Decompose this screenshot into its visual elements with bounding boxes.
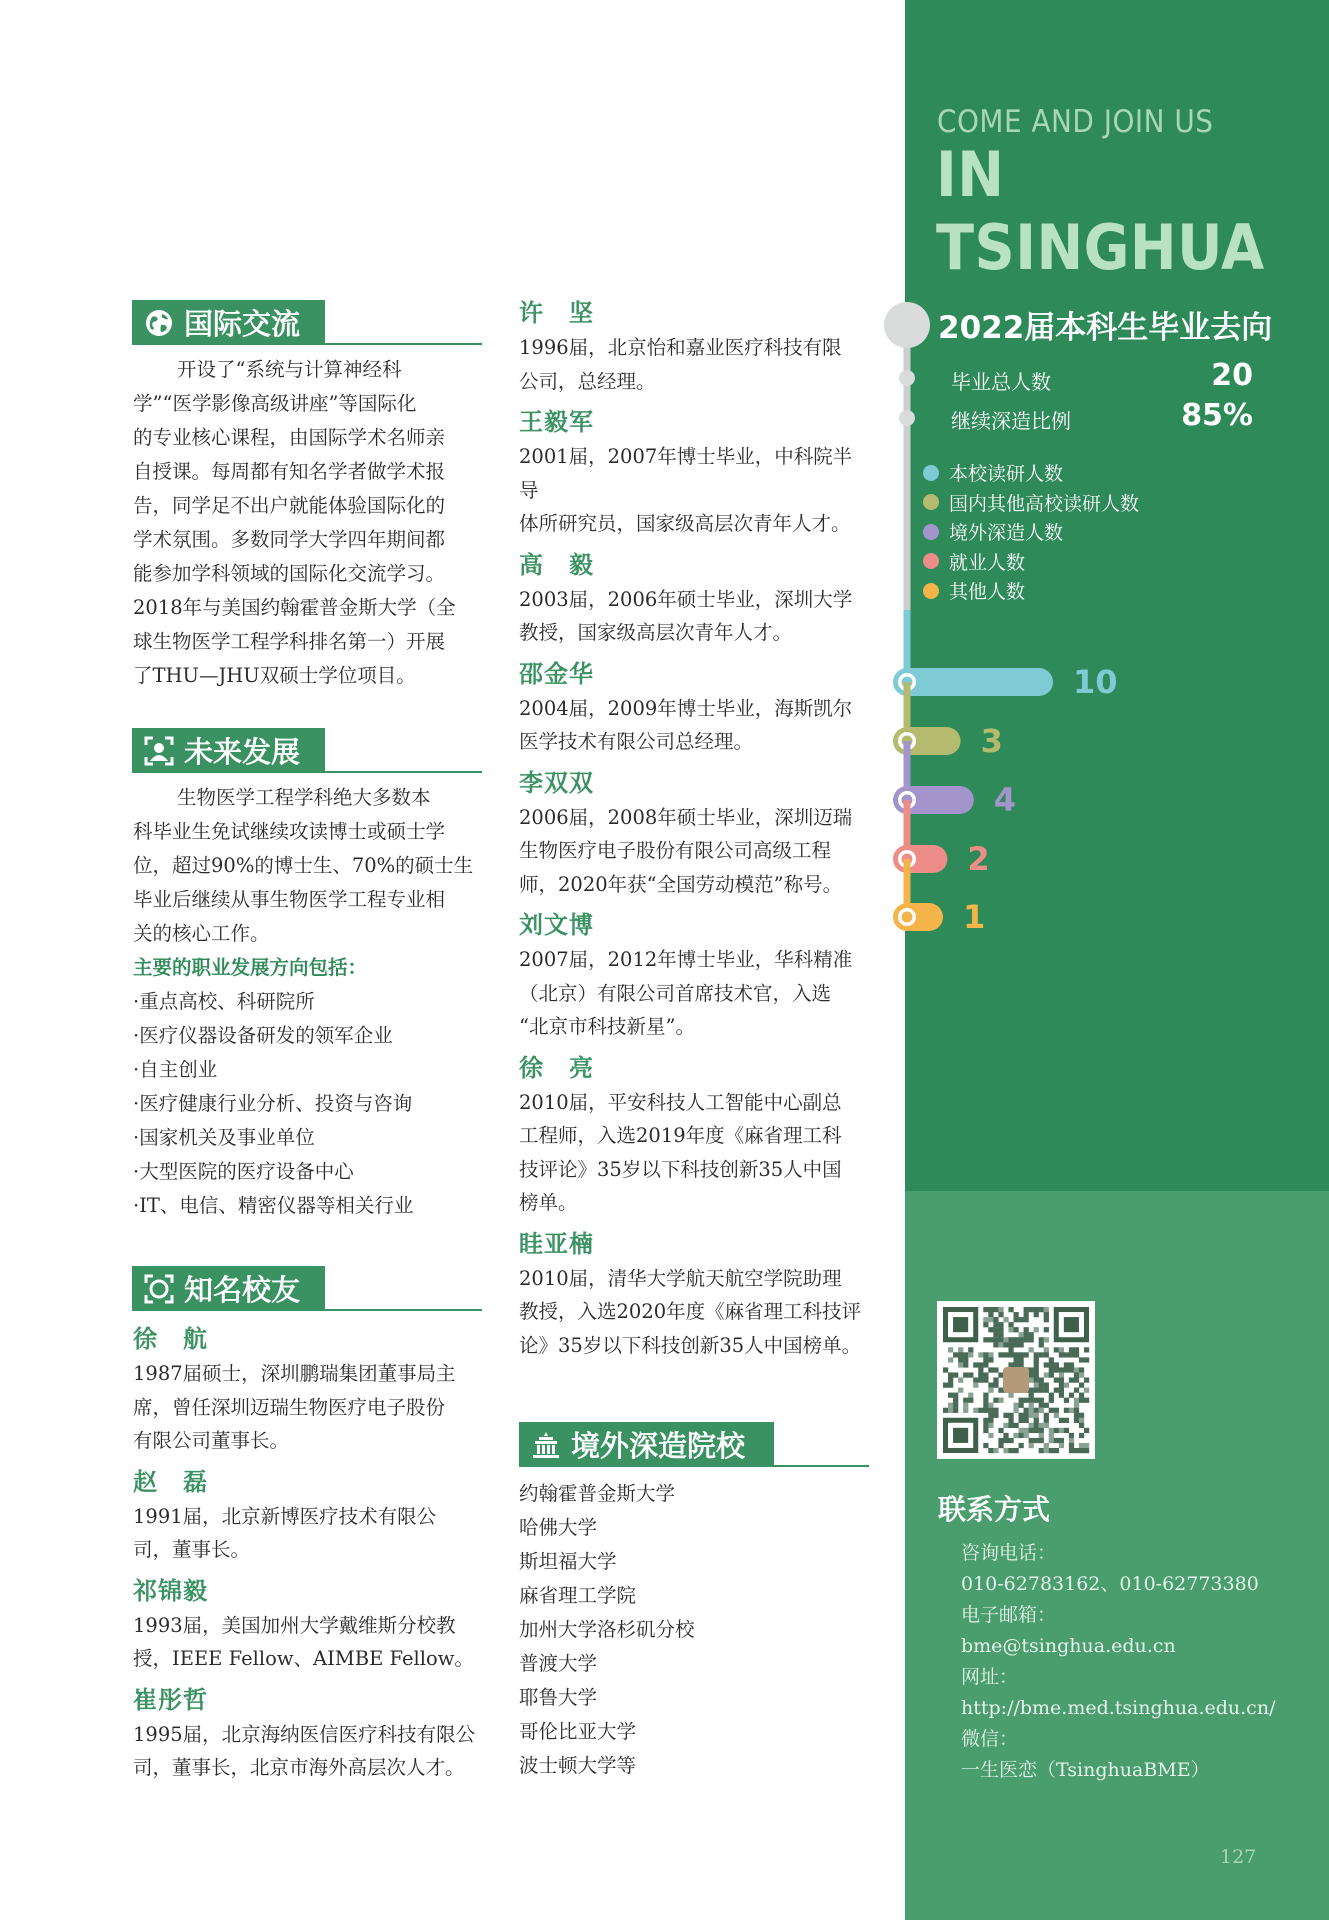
alumni-entry [519,765,869,902]
career-item: ·医疗健康行业分析、投资与咨询 [133,1092,413,1115]
career-item: ·大型医院的医疗设备中心 [133,1160,354,1183]
alumni-desc [519,583,869,650]
future-line: 毕业后继续从事生物医学工程专业相 [133,888,446,911]
globe-icon [144,308,174,338]
alumni-desc-line: 1993届，美国加州大学戴维斯分校教 [133,1613,456,1637]
section-intl-header [132,300,482,345]
abroad-list [519,1477,695,1783]
alumni-desc-line: 榜单。 [519,1191,578,1214]
alumni-desc-line: 体所研究员，国家级高层次青年人才。 [519,512,851,535]
alumni-name: 许 坚 [519,298,594,327]
alumni-name: 刘文博 [519,910,594,939]
career-item: ·国家机关及事业单位 [133,1126,315,1149]
alumni-desc-line: 2006届，2008年硕士毕业，深圳迈瑞 [519,805,853,829]
legend-swatch [923,465,939,481]
alumni-entry [519,656,869,759]
abroad-item: 波士顿大学等 [519,1754,637,1777]
intl-line: 自授课。每周都有知名学者做学术报 [133,460,446,483]
alumni-name: 徐 航 [133,1324,208,1353]
alumni-desc-line: （北京）有限公司首席技术官，入选 [519,981,832,1005]
alumni-desc-line: 2010届，清华大学航天航空学院助理 [519,1266,842,1290]
intl-line: 能参加学科领域的国际化交流学习。 [133,562,446,585]
alumni-name: 赵 磊 [133,1466,208,1496]
future-line: 科毕业生免试继续攻读博士或硕士学 [133,820,446,843]
alumni-entry [133,1321,483,1458]
alumni-desc-line: 席，曾任深圳迈瑞生物医疗电子股份 [133,1395,446,1419]
bar-value-label: 1 [963,898,986,936]
contact-line-web[interactable]: http://bme.med.tsinghua.edu.cn/ [961,1697,1276,1719]
intl-line: 告，同学足不出户就能体验国际化的 [133,494,446,517]
alumni-name: 王毅军 [519,407,594,436]
alumni-name: 李双双 [519,767,594,797]
legend-swatch [923,553,939,569]
contact-line-email[interactable]: bme@tsinghua.edu.cn [961,1635,1176,1657]
alumni-desc [519,943,869,1044]
abroad-item: 斯坦福大学 [519,1550,617,1573]
alumni-desc-line: 1991届，北京新博医疗技术有限公 [133,1504,437,1528]
alumni-name: 徐 亮 [519,1052,594,1082]
alumni-entry [519,907,869,1044]
alumni-desc-line: 司，董事长，北京市海外高层次人才。 [133,1756,465,1779]
intl-line: 学”“医学影像高级讲座”等国际化 [133,392,417,415]
intl-line: 学术氛围。多数同学大学四年期间都 [133,528,446,551]
legend-item [923,547,1139,577]
bar-value-label: 2 [967,840,990,878]
alumni-desc [519,692,869,759]
alumni-desc [133,1357,483,1458]
career-list [133,985,483,1223]
intl-line: 的专业核心课程，由国际学术名师亲 [133,426,446,449]
future-line: 生物医学工程学科绝大多数本 [177,786,431,809]
alumni-desc [519,1262,869,1363]
abroad-item: 哥伦比亚大学 [519,1720,637,1743]
legend-label: 国内其他高校读研人数 [949,492,1140,515]
alumni-desc-line: 工程师，入选2019年度《麻省理工科 [519,1124,842,1147]
career-subheading: 主要的职业发展方向包括： [133,956,368,979]
total-value: 20 [1211,358,1253,393]
person-target-icon [144,736,174,766]
alumni-desc-line: 有限公司董事长。 [133,1429,290,1452]
alumni-desc [519,331,869,398]
future-line: 位，超过90%的博士生、70%的硕士生 [133,854,474,877]
legend-label: 其他人数 [949,581,1026,604]
alumni-entry [519,404,869,541]
alumni-desc-line: 论》35岁以下科技创新35人中国榜单。 [519,1333,862,1357]
alumni-desc-line: 2001届，2007年博士毕业，中科院半导 [519,445,853,502]
contact-title: 联系方式 [938,1493,1051,1526]
section-alumni-header [132,1266,482,1311]
section-future-body [133,781,483,951]
contact-line-web-label: 网址： [961,1666,1019,1688]
hero-small-title: COME AND JOIN US [937,104,1214,140]
alumni-entry [133,1573,483,1676]
stats-title: 2022届本科生毕业去向 [938,310,1273,346]
alumni-entry [133,1464,483,1567]
alumni-name: 崔彤哲 [133,1684,208,1714]
alumni-desc-line: 技评论》35岁以下科技创新35人中国 [519,1157,842,1181]
alumni-name: 眭亚楠 [519,1228,594,1258]
contact-line-phone-label: 咨询电话： [961,1542,1057,1564]
alumni-desc [133,1500,483,1567]
alumni-entry [519,547,869,650]
university-building-icon [531,1430,561,1460]
hero-large-title: IN TSINGHUA [936,138,1265,284]
bar-value-label: 10 [1073,663,1118,701]
timeline-node [899,370,915,386]
section-abroad-header [519,1422,869,1467]
alumni-entry [133,1682,483,1785]
alumni-desc [519,1086,869,1220]
intl-line: 2018年与美国约翰霍普金斯大学（全 [133,596,456,619]
bar-value-label: 3 [980,722,1003,760]
alumni-entry [519,1050,869,1220]
career-item: ·自主创业 [133,1058,218,1081]
contact-line-wechat-label: 微信： [961,1728,1019,1750]
ratio-label: 继续深造比例 [951,409,1071,433]
alumni-column-2 [519,295,869,1364]
contact-info [961,1538,1275,1786]
section-intl-body [133,353,483,693]
alumni-column-1 [133,1321,483,1787]
person-focus-icon [144,1274,174,1304]
legend-item [923,576,1139,606]
abroad-item: 耶鲁大学 [519,1686,598,1709]
alumni-desc-line: 1996届，北京怡和嘉业医疗科技有限 [519,336,842,359]
alumni-desc [519,440,869,541]
alumni-desc-line: 教授，入选2020年度《麻省理工科技评 [519,1300,862,1323]
alumni-desc-line: 师，2020年获“全国劳动模范”称号。 [519,872,843,896]
alumni-desc-line: 1987届硕士，深圳鹏瑞集团董事局主 [133,1362,456,1385]
alumni-desc-line: 医学技术有限公司总经理。 [519,730,754,753]
legend-swatch [923,494,939,510]
alumni-desc-line: 教授，国家级高层次青年人才。 [519,621,793,644]
legend-label: 本校读研人数 [949,463,1064,486]
legend-label: 境外深造人数 [949,522,1064,545]
alumni-desc [133,1718,483,1785]
section-future-title: 未来发展 [184,735,301,769]
page-number: 127 [1220,1846,1257,1868]
legend-swatch [923,524,939,540]
timeline-start-node [884,302,930,348]
abroad-item: 哈佛大学 [519,1516,598,1539]
section-future-header [132,728,482,773]
alumni-desc-line: 2003届，2006年硕士毕业，深圳大学 [519,587,853,611]
bar-value-label: 4 [993,781,1017,819]
alumni-name: 高 毅 [519,549,594,579]
legend-item [923,517,1139,547]
alumni-desc-line: 公司，总经理。 [519,369,656,393]
abroad-item: 麻省理工学院 [519,1584,637,1607]
alumni-name: 邵金华 [519,658,594,688]
career-item: ·IT、电信、精密仪器等相关行业 [133,1194,414,1217]
intl-line: 了THU—JHU双硕士学位项目。 [133,664,416,687]
abroad-item: 加州大学洛杉矶分校 [519,1618,695,1641]
alumni-desc [133,1609,483,1676]
alumni-desc-line: “北京市科技新星”。 [519,1015,695,1038]
legend-item [923,458,1139,488]
alumni-desc-line: 司，董事长。 [133,1538,251,1561]
contact-line-wechat: 一生医恋（TsinghuaBME） [961,1759,1210,1781]
timeline-node [899,410,915,426]
bar-本校读研人数 [893,668,1053,696]
career-item: ·重点高校、科研院所 [133,990,315,1013]
chart-legend [923,458,1139,606]
abroad-item: 普渡大学 [519,1652,598,1675]
future-line: 关的核心工作。 [133,922,270,945]
section-intl-title: 国际交流 [184,307,301,341]
alumni-desc-line: 2004届，2009年博士毕业，海斯凯尔 [519,696,853,720]
alumni-desc [519,801,869,902]
career-item: ·医疗仪器设备研发的领军企业 [133,1024,393,1047]
alumni-desc-line: 生物医疗电子股份有限公司高级工程 [519,839,832,862]
intl-line: 开设了“系统与计算神经科 [177,358,402,381]
legend-item [923,488,1139,518]
alumni-desc-line: 2007届，2012年博士毕业，华科精准 [519,948,853,971]
alumni-desc-line: 2010届，平安科技人工智能中心副总 [519,1090,842,1114]
contact-line-email-label: 电子邮箱： [961,1604,1057,1626]
contact-line-phone: 010-62783162、010-62773380 [961,1573,1259,1595]
alumni-entry [519,295,869,398]
ratio-value: 85% [1181,398,1253,433]
legend-swatch [923,583,939,599]
bar-node-inner [902,912,913,923]
intl-line: 球生物医学工程学科排名第一）开展 [133,630,446,653]
alumni-desc-line: 授，IEEE Fellow、AIMBE Fellow。 [133,1647,474,1670]
section-alumni-title: 知名校友 [184,1273,301,1307]
alumni-name: 祁锦毅 [133,1575,208,1605]
legend-label: 就业人数 [949,551,1026,574]
alumni-desc-line: 1995届，北京海纳医信医疗科技有限公 [133,1722,476,1746]
abroad-item: 约翰霍普金斯大学 [519,1482,676,1505]
qr-code [937,1301,1095,1459]
alumni-entry [519,1226,869,1363]
total-label: 毕业总人数 [951,370,1051,394]
section-abroad-title: 境外深造院校 [571,1429,746,1463]
